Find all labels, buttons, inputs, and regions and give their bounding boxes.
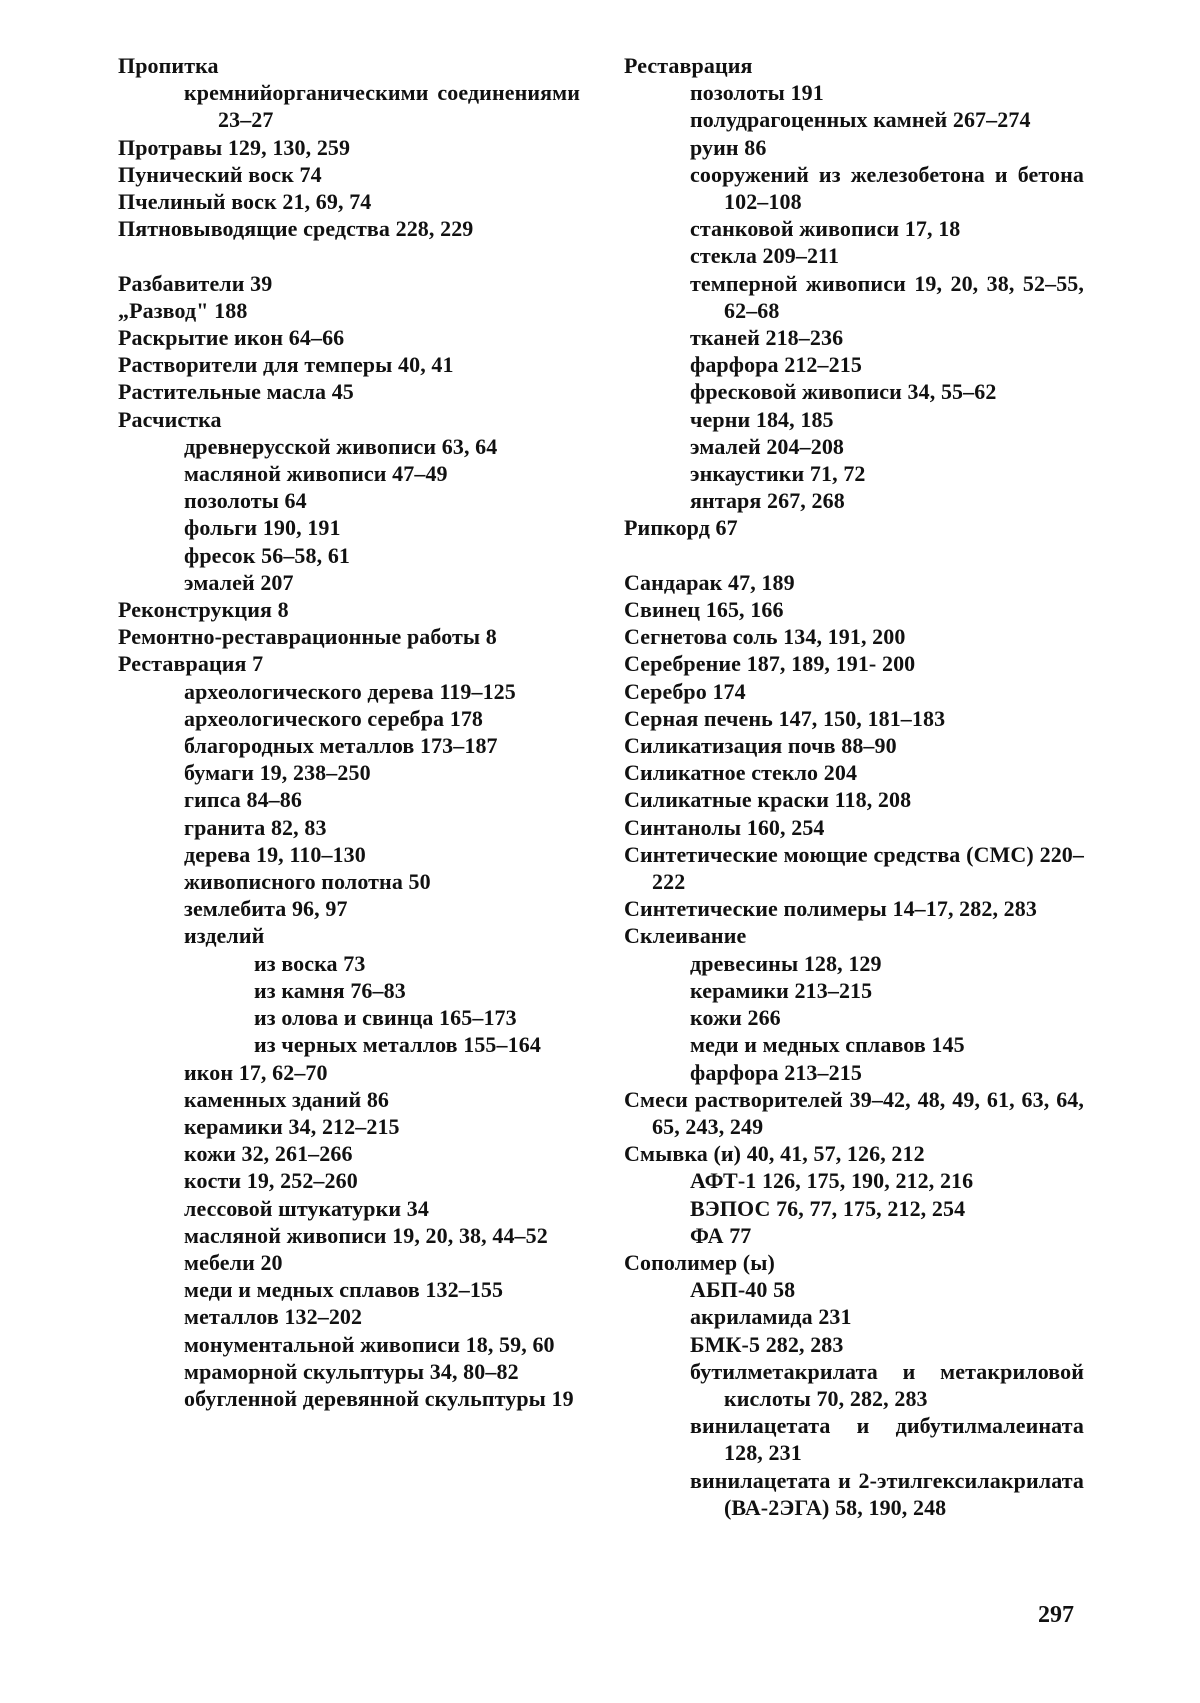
- index-entry: Синтетические полимеры 14–17, 282, 283: [624, 896, 1037, 922]
- index-subsubentry: из воска 73: [254, 950, 366, 976]
- index-entry: Сегнетова соль 134, 191, 200: [624, 624, 906, 650]
- index-subentry: меди и медных сплавов 132–155: [184, 1277, 504, 1303]
- index-subentry: бутилметакрилата и метакриловой кислоты 70, 282, 283: [690, 1358, 1084, 1411]
- index-entry: Протравы 129, 130, 259: [118, 134, 351, 160]
- index-entry: Серебрение 187, 189, 191- 200: [624, 651, 916, 677]
- index-subentry: фарфора 213–215: [690, 1059, 862, 1085]
- index-subentry: кости 19, 252–260: [184, 1168, 358, 1194]
- index-subentry: кремнийорганическими соединениями 23–27: [184, 80, 580, 133]
- index-entry: Склеивание: [624, 923, 747, 949]
- index-subentry: АФТ-1 126, 175, 190, 212, 216: [690, 1168, 974, 1194]
- index-subentry: акриламида 231: [690, 1304, 852, 1330]
- index-subentry: эмалей 204–208: [690, 433, 845, 459]
- index-subentry: гипса 84–86: [184, 787, 302, 813]
- index-subentry: станковой живописи 17, 18: [690, 216, 961, 242]
- index-subentry: кожи 266: [690, 1005, 781, 1031]
- index-subentry: темперной живописи 19, 20, 38, 52–55, 62–68: [690, 270, 1084, 323]
- index-subentry: древнерусской живописи 63, 64: [184, 433, 498, 459]
- index-entry: „Развод" 188: [118, 297, 248, 323]
- index-entry: Синтетические моющие средства (СМС) 220–222: [624, 841, 1084, 895]
- index-subentry: землебита 96, 97: [184, 896, 348, 922]
- index-subentry: стекла 209–211: [690, 243, 840, 269]
- index-subentry: БМК-5 282, 283: [690, 1331, 844, 1357]
- index-subentry: фресок 56–58, 61: [184, 542, 351, 568]
- index-subentry: металлов 132–202: [184, 1304, 363, 1330]
- index-subentry: икон 17, 62–70: [184, 1059, 328, 1085]
- index-entry: Серебро 174: [624, 678, 746, 704]
- index-entry: Ремонтно-реставрационные работы 8: [118, 624, 497, 650]
- index-subentry: полудрагоценных камней 267–274: [690, 107, 1031, 133]
- index-subentry: фарфора 212–215: [690, 352, 862, 378]
- index-entry: Силикатные краски 118, 208: [624, 787, 912, 813]
- index-subentry: масляной живописи 47–49: [184, 461, 448, 487]
- index-entry: Реконструкция 8: [118, 597, 289, 623]
- index-entry: Силикатизация почв 88–90: [624, 733, 897, 759]
- index-column-right: [624, 52, 1084, 1521]
- index-entry: Сополимер (ы): [624, 1249, 775, 1275]
- index-entry: Серная печень 147, 150, 181–183: [624, 705, 946, 731]
- section-gap: [624, 542, 1084, 569]
- index-subentry: керамики 34, 212–215: [184, 1113, 400, 1139]
- index-entry: Растительные масла 45: [118, 379, 354, 405]
- index-subentry: бумаги 19, 238–250: [184, 760, 371, 786]
- index-subentry: позолоты 191: [690, 80, 824, 106]
- index-subentry: мебели 20: [184, 1249, 283, 1275]
- index-subentry: фресковой живописи 34, 55–62: [690, 379, 997, 405]
- index-subentry: фольги 190, 191: [184, 515, 341, 541]
- index-subentry: кожи 32, 261–266: [184, 1141, 353, 1167]
- index-subentry: винилацетата и 2-этилгексилакрилата (ВА-2ЭГА) 58, 190, 248: [690, 1467, 1084, 1520]
- index-subentry: изделий: [184, 923, 265, 949]
- index-subentry: дерева 19, 110–130: [184, 841, 366, 867]
- index-column-left: [118, 52, 580, 1412]
- index-subentry: ВЭПОС 76, 77, 175, 212, 254: [690, 1195, 966, 1221]
- index-entry: Пятновыводящие средства 228, 229: [118, 216, 474, 242]
- index-subentry: керамики 213–215: [690, 977, 873, 1003]
- index-entry: Рипкорд 67: [624, 515, 738, 541]
- index-entry: Реставрация: [624, 53, 753, 78]
- index-subentry: энкаустики 71, 72: [690, 461, 866, 487]
- index-subentry: ФА 77: [690, 1222, 752, 1248]
- page-number: 297: [1038, 1602, 1074, 1628]
- index-entry: Смеси растворителей 39–42, 48, 49, 61, 63, 64, 65, 243, 249: [624, 1086, 1084, 1139]
- index-subentry: меди и медных сплавов 145: [690, 1032, 965, 1058]
- index-subsubentry: из олова и свинца 165–173: [254, 1005, 517, 1031]
- index-subentry: монументальной живописи 18, 59, 60: [184, 1331, 555, 1357]
- index-entry: Разбавители 39: [118, 270, 273, 296]
- index-entry: Синтанолы 160, 254: [624, 814, 825, 840]
- index-entry: Пропитка: [118, 53, 219, 78]
- index-subentry: янтаря 267, 268: [690, 488, 845, 514]
- index-subentry: черни 184, 185: [690, 406, 834, 432]
- index-entry: Силикатное стекло 204: [624, 760, 858, 786]
- index-subentry: гранита 82, 83: [184, 814, 327, 840]
- index-subentry: винилацетата и дибутилмалеината 128, 231: [690, 1413, 1084, 1466]
- index-subentry: эмалей 207: [184, 569, 294, 595]
- index-entry: Реставрация 7: [118, 651, 264, 677]
- index-subsubentry: из черных металлов 155–164: [254, 1032, 541, 1058]
- index-entry: Сандарак 47, 189: [624, 569, 795, 595]
- index-subentry: археологического серебра 178: [184, 705, 484, 731]
- index-entry: Раскрытие икон 64–66: [118, 325, 345, 351]
- index-subentry: масляной живописи 19, 20, 38, 44–52: [184, 1222, 548, 1248]
- index-subentry: археологического дерева 119–125: [184, 678, 516, 704]
- index-entry: Растворители для темперы 40, 41: [118, 352, 454, 378]
- index-subentry: тканей 218–236: [690, 325, 844, 351]
- index-subentry: обугленной деревянной скульптуры 19: [184, 1385, 574, 1411]
- index-subentry: сооружений из железобетона и бетона 102–108: [690, 161, 1084, 215]
- index-subentry: древесины 128, 129: [690, 950, 882, 976]
- index-entry: Пунический воск 74: [118, 161, 322, 187]
- index-entry: Свинец 165, 166: [624, 597, 784, 623]
- index-subentry: каменных зданий 86: [184, 1086, 390, 1112]
- index-subentry: живописного полотна 50: [184, 869, 431, 895]
- index-subentry: благородных металлов 173–187: [184, 733, 498, 759]
- index-subentry: мраморной скульптуры 34, 80–82: [184, 1358, 519, 1384]
- index-subentry: АБП-40 58: [690, 1277, 796, 1303]
- index-entry: Пчелиный воск 21, 69, 74: [118, 189, 372, 215]
- index-subentry: лессовой штукатурки 34: [184, 1195, 429, 1221]
- index-entry: Смывка (и) 40, 41, 57, 126, 212: [624, 1141, 925, 1167]
- section-gap: [118, 242, 580, 269]
- index-entry: Расчистка: [118, 406, 222, 432]
- index-subsubentry: из камня 76–83: [254, 977, 406, 1003]
- index-subentry: позолоты 64: [184, 488, 307, 514]
- index-subentry: руин 86: [690, 134, 767, 160]
